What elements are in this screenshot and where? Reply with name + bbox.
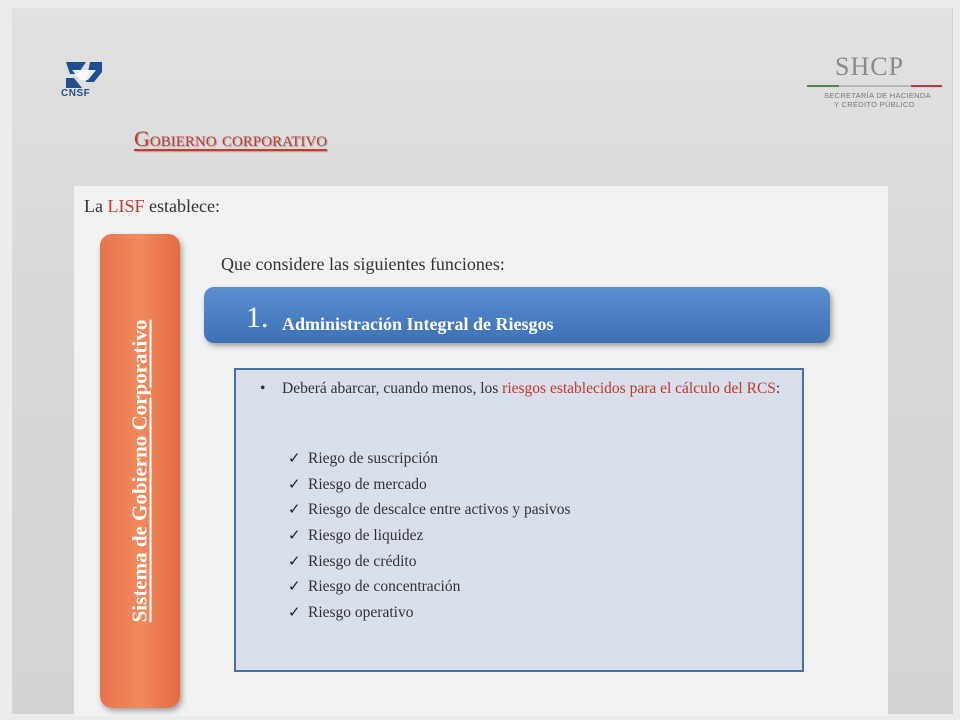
bullet-part-2: : bbox=[775, 380, 781, 397]
check-icon: ✓ bbox=[288, 579, 301, 596]
check-icon: ✓ bbox=[288, 605, 301, 622]
shcp-logo-title: SHCP bbox=[835, 52, 905, 81]
risk-label: Riesgo de liquidez bbox=[308, 527, 424, 545]
lisf-prefix: La bbox=[84, 196, 103, 216]
functions-intro: Que considere las siguientes funciones: bbox=[221, 254, 505, 274]
risk-label: Riesgo de concentración bbox=[308, 578, 461, 596]
shcp-logo-line-mid bbox=[839, 85, 911, 87]
lisf-highlight: LISF bbox=[107, 196, 145, 216]
check-icon: ✓ bbox=[288, 528, 301, 545]
check-icon: ✓ bbox=[288, 502, 301, 519]
sidebar-vertical-text: Sistema de Gobierno Corporativo bbox=[127, 319, 152, 623]
banner-text: Administración Integral de Riesgos bbox=[282, 314, 554, 334]
shcp-logo bbox=[807, 52, 942, 122]
shcp-subtitle-line-2: Y CRÉDITO PÚBLICO bbox=[834, 100, 915, 109]
slide bbox=[12, 8, 953, 714]
list-item bbox=[288, 497, 571, 523]
bullet-dot-icon: • bbox=[260, 380, 266, 397]
list-item bbox=[288, 574, 571, 600]
risk-label: Riesgo de crédito bbox=[308, 552, 417, 570]
cnsf-logo-text: CNSF bbox=[61, 88, 91, 99]
list-item bbox=[288, 600, 571, 626]
list-item bbox=[288, 549, 571, 575]
list-item bbox=[288, 446, 571, 472]
slide-title: Gobierno corporativo bbox=[134, 126, 328, 151]
bullet-statement bbox=[256, 378, 786, 400]
lisf-statement bbox=[84, 196, 220, 217]
list-item bbox=[288, 523, 571, 549]
risk-label: Riesgo de descalce entre activos y pasivos bbox=[308, 501, 571, 519]
risk-list bbox=[288, 446, 571, 626]
bullet-part-1: Deberá abarcar, cuando menos, los bbox=[282, 380, 499, 397]
risk-box bbox=[234, 368, 804, 672]
banner-number: 1. bbox=[246, 301, 269, 334]
risk-label: Riesgo operativo bbox=[308, 604, 414, 622]
risk-label: Riesgo de mercado bbox=[308, 475, 427, 493]
check-icon: ✓ bbox=[288, 451, 301, 467]
check-icon: ✓ bbox=[288, 553, 301, 570]
list-item bbox=[288, 472, 571, 498]
content-panel bbox=[74, 186, 888, 716]
lisf-suffix: establece: bbox=[149, 196, 220, 216]
check-icon: ✓ bbox=[288, 476, 301, 493]
sidebar-vertical-label bbox=[100, 234, 180, 708]
shcp-logo-subtitle bbox=[824, 91, 931, 109]
shcp-subtitle-line-1: SECRETARÍA DE HACIENDA bbox=[824, 91, 931, 100]
bullet-highlight: riesgos establecidos para el cálculo del RCS bbox=[502, 380, 776, 397]
function-banner bbox=[204, 287, 830, 343]
risk-label: Riego de suscripción bbox=[308, 450, 439, 467]
